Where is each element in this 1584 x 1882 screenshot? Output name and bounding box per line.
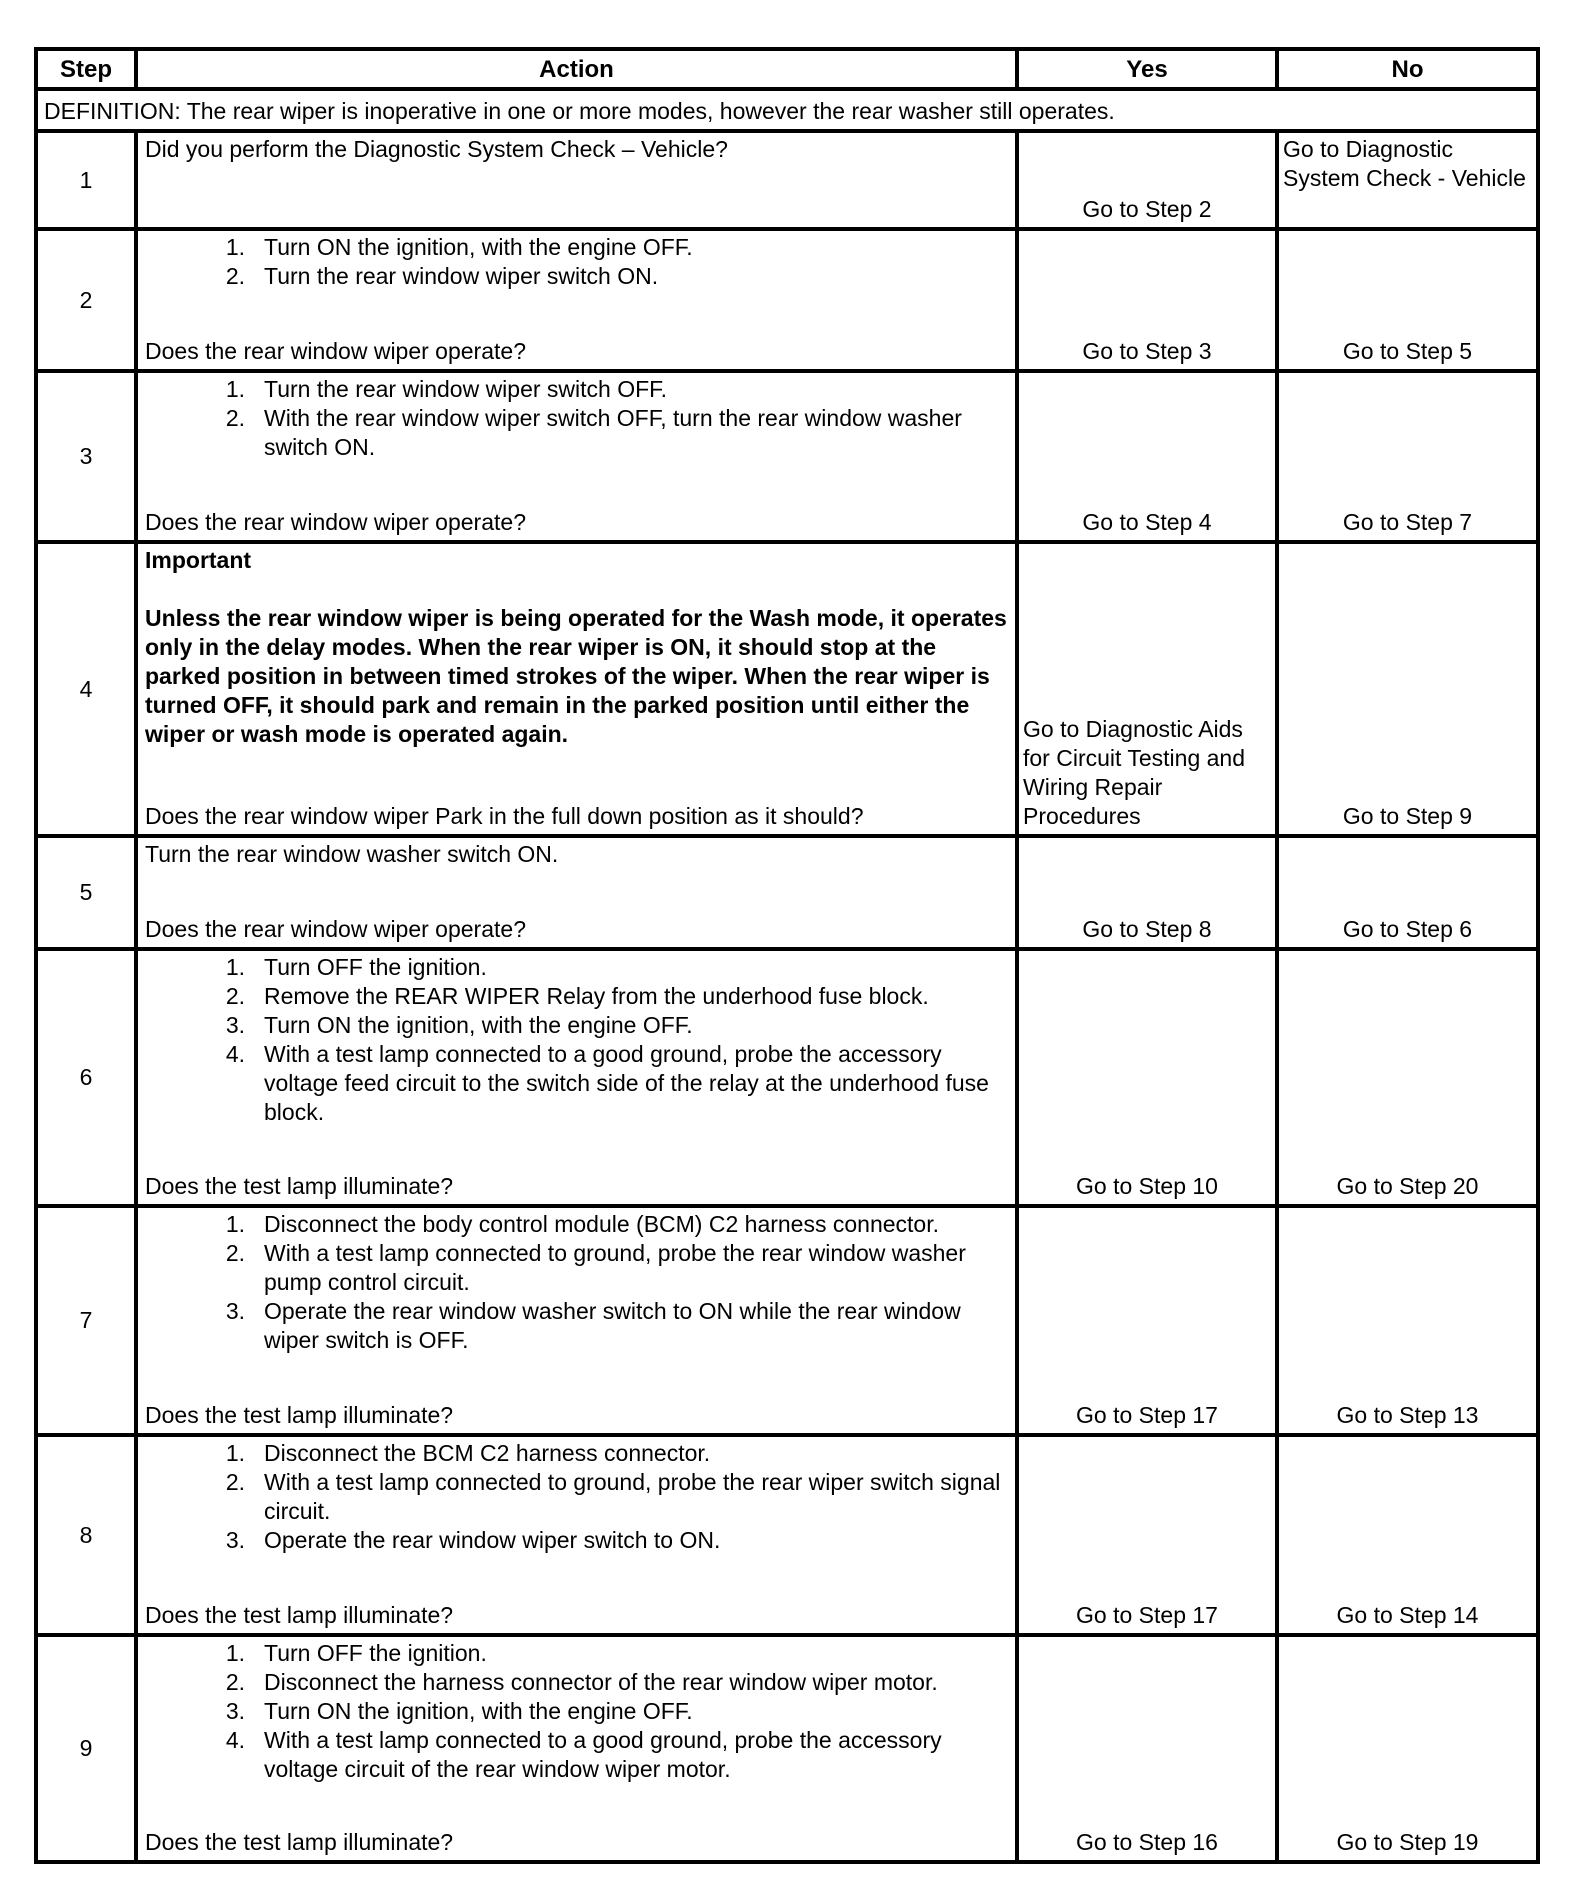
header-row	[36, 49, 1538, 89]
header-action: Action	[136, 49, 1017, 89]
table-row	[36, 1206, 1538, 1435]
important-heading: Important	[145, 547, 252, 573]
no-cell: Go to Step 20	[1277, 949, 1538, 1206]
yes-cell: Go to Step 2	[1017, 131, 1277, 229]
action-cell	[136, 1206, 1017, 1435]
list-item: 4. With a test lamp connected to a good ground, probe the accessory voltage feed circuit to the switch side of the relay at the underhood fuse block.	[225, 1041, 989, 1125]
list-item: 4. With a test lamp connected to a good ground, probe the accessory voltage circuit of the rear window wiper motor.	[225, 1727, 942, 1782]
list-item: 2. Turn the rear window wiper switch ON.	[225, 263, 659, 289]
step-number: 1	[36, 131, 136, 229]
table-row	[36, 1635, 1538, 1862]
list-item: 2. Remove the REAR WIPER Relay from the underhood fuse block.	[225, 983, 929, 1009]
yes-cell: Go to Step 16	[1017, 1635, 1277, 1862]
step-number: 5	[36, 836, 136, 949]
yes-cell: Go to Diagnostic Aids for Circuit Testing and Wiring Repair Procedures	[1017, 542, 1277, 836]
list-item: 1. Turn ON the ignition, with the engine OFF.	[225, 234, 693, 260]
action-question: Does the test lamp illuminate?	[145, 1173, 454, 1199]
table-row	[36, 131, 1538, 229]
action-question: Does the test lamp illuminate?	[145, 1602, 454, 1628]
yes-cell: Go to Step 3	[1017, 229, 1277, 371]
yes-cell: Go to Step 4	[1017, 371, 1277, 542]
no-cell: Go to Step 6	[1277, 836, 1538, 949]
step-number: 6	[36, 949, 136, 1206]
diagnostic-table	[34, 47, 1540, 1864]
list-item: 2. With the rear window wiper switch OFF, turn the rear window washer switch ON.	[225, 405, 962, 460]
yes-cell: Go to Step 17	[1017, 1206, 1277, 1435]
no-cell: Go to Step 9	[1277, 542, 1538, 836]
no-cell: Go to Step 13	[1277, 1206, 1538, 1435]
action-text: Turn the rear window washer switch ON.	[145, 841, 559, 867]
action-question: Does the rear window wiper operate?	[145, 338, 526, 364]
no-cell: Go to Step 5	[1277, 229, 1538, 371]
table-row	[36, 229, 1538, 371]
list-item: 2. Disconnect the harness connector of the rear window wiper motor.	[225, 1669, 938, 1695]
action-steps-list	[145, 1439, 1008, 1555]
list-item: 2. With a test lamp connected to ground, probe the rear wiper switch signal circuit.	[225, 1469, 1001, 1524]
table-row	[36, 949, 1538, 1206]
yes-cell: Go to Step 17	[1017, 1435, 1277, 1635]
definition-row	[36, 89, 1538, 131]
list-item: 2. With a test lamp connected to ground, probe the rear window washer pump control circuit.	[225, 1240, 966, 1295]
action-steps-list	[145, 1639, 1008, 1784]
table-row	[36, 542, 1538, 836]
list-item: 1. Turn the rear window wiper switch OFF.	[225, 376, 668, 402]
list-item: 1. Disconnect the body control module (BCM) C2 harness connector.	[225, 1211, 939, 1237]
table-row	[36, 371, 1538, 542]
action-question: Does the test lamp illuminate?	[145, 1402, 454, 1428]
important-note	[145, 546, 1008, 749]
header-step: Step	[36, 49, 136, 89]
header-no: No	[1277, 49, 1538, 89]
action-cell	[136, 1635, 1017, 1862]
action-steps-list	[145, 375, 1008, 462]
step-number: 8	[36, 1435, 136, 1635]
action-question: Does the rear window wiper operate?	[145, 916, 526, 942]
action-text: Did you perform the Diagnostic System Check – Vehicle?	[145, 136, 728, 162]
important-text: Unless the rear window wiper is being operated for the Wash mode, it operates only in the delay modes. When the rear wiper is ON, it should stop at the parked position in between timed strokes of the wiper. When the rear wiper is turned OFF, it should park and remain in the parked position until either the wiper or wash mode is operated again.	[145, 605, 1007, 747]
no-cell: Go to Step 19	[1277, 1635, 1538, 1862]
list-item: 3. Turn ON the ignition, with the engine OFF.	[225, 1012, 693, 1038]
list-item: 3. Operate the rear window wiper switch to ON.	[225, 1527, 721, 1553]
list-item: 3. Operate the rear window washer switch to ON while the rear window wiper switch is OFF.	[225, 1298, 961, 1353]
step-number: 3	[36, 371, 136, 542]
step-number: 7	[36, 1206, 136, 1435]
step-number: 4	[36, 542, 136, 836]
step-number: 2	[36, 229, 136, 371]
action-steps-list	[145, 233, 1008, 291]
yes-cell: Go to Step 8	[1017, 836, 1277, 949]
action-cell	[136, 131, 1017, 229]
action-question: Does the rear window wiper operate?	[145, 509, 526, 535]
table-row	[36, 1435, 1538, 1635]
no-cell: Go to Diagnostic System Check - Vehicle	[1277, 131, 1538, 229]
action-question: Does the rear window wiper Park in the full down position as it should?	[145, 803, 864, 829]
header-yes: Yes	[1017, 49, 1277, 89]
list-item: 3. Turn ON the ignition, with the engine OFF.	[225, 1698, 693, 1724]
action-question: Does the test lamp illuminate?	[145, 1829, 454, 1855]
no-cell: Go to Step 14	[1277, 1435, 1538, 1635]
action-cell	[136, 949, 1017, 1206]
no-cell: Go to Step 7	[1277, 371, 1538, 542]
step-number: 9	[36, 1635, 136, 1862]
action-cell	[136, 371, 1017, 542]
list-item: 1. Turn OFF the ignition.	[225, 1640, 487, 1666]
action-cell	[136, 1435, 1017, 1635]
action-steps-list	[145, 953, 1008, 1127]
action-cell	[136, 542, 1017, 836]
action-cell	[136, 229, 1017, 371]
action-steps-list	[145, 1210, 1008, 1355]
yes-cell: Go to Step 10	[1017, 949, 1277, 1206]
definition-text: DEFINITION: The rear wiper is inoperative in one or more modes, however the rear washer still operates.	[36, 89, 1538, 131]
list-item: 1. Disconnect the BCM C2 harness connector.	[225, 1440, 711, 1466]
table-row	[36, 836, 1538, 949]
list-item: 1. Turn OFF the ignition.	[225, 954, 487, 980]
action-cell	[136, 836, 1017, 949]
